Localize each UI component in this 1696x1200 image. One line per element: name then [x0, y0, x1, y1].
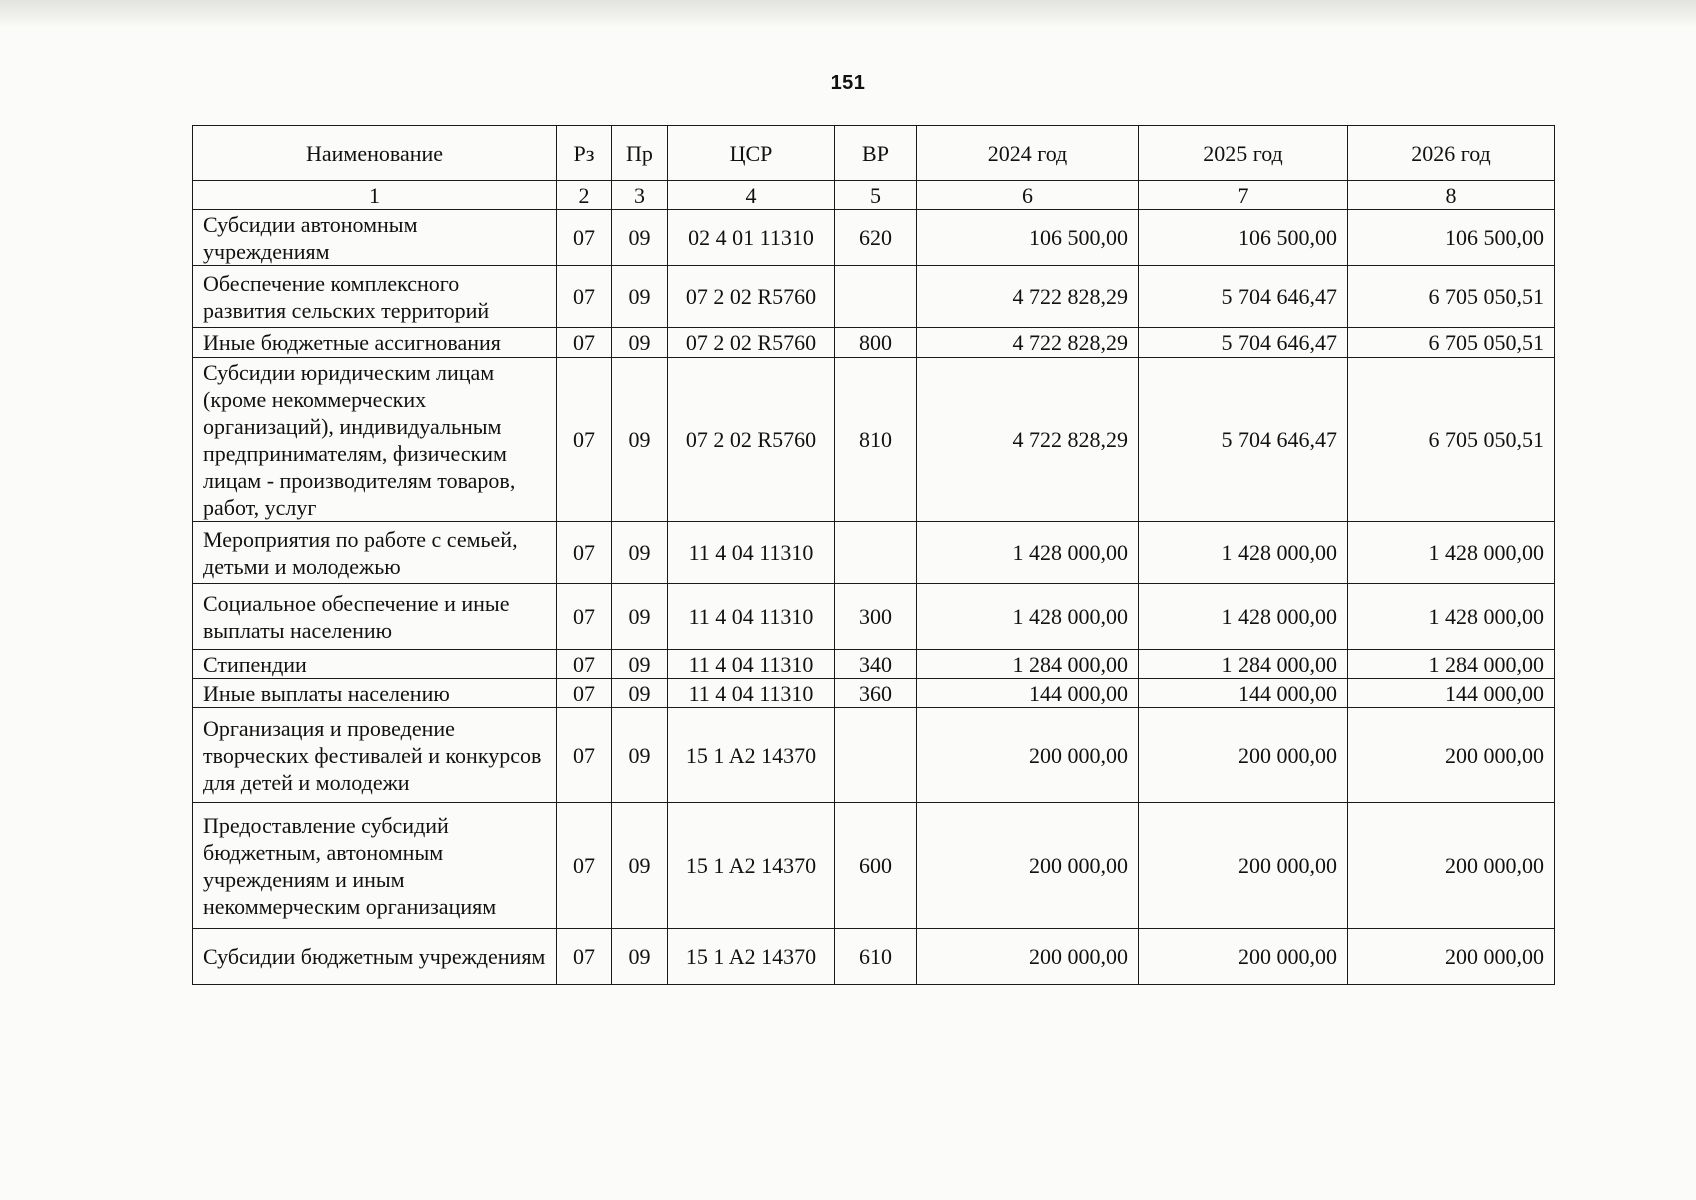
- cell-name: Мероприятия по работе с семьей, детьми и молодежью: [193, 522, 557, 584]
- cell-2024: 200 000,00: [917, 803, 1139, 929]
- header-2025: 2025 год: [1139, 126, 1348, 181]
- cell-2024: 1 428 000,00: [917, 584, 1139, 650]
- cell-2026: 144 000,00: [1348, 679, 1555, 708]
- column-number-row: [193, 181, 1555, 210]
- cell-csr: 15 1 A2 14370: [668, 929, 835, 985]
- cell-rz: 07: [557, 522, 612, 584]
- cell-rz: 07: [557, 708, 612, 803]
- cell-2026: 1 428 000,00: [1348, 522, 1555, 584]
- cell-name: Предоставление субсидий бюджетным, автономным учреждениям и иным некоммерческим организациям: [193, 803, 557, 929]
- cell-pr: 09: [612, 328, 668, 358]
- cell-vr: [835, 708, 917, 803]
- cell-rz: 07: [557, 679, 612, 708]
- header-pr: Пр: [612, 126, 668, 181]
- cell-name: Стипендии: [193, 650, 557, 679]
- cell-vr: 620: [835, 210, 917, 266]
- header-name: Наименование: [193, 126, 557, 181]
- header-row: [193, 126, 1555, 181]
- cell-rz: 07: [557, 210, 612, 266]
- cell-csr: 11 4 04 11310: [668, 679, 835, 708]
- cell-rz: 07: [557, 929, 612, 985]
- cell-pr: 09: [612, 358, 668, 522]
- page-number: 151: [830, 72, 866, 94]
- cell-vr: 800: [835, 328, 917, 358]
- cell-2026: 1 284 000,00: [1348, 650, 1555, 679]
- cell-pr: 09: [612, 522, 668, 584]
- column-number: 5: [835, 181, 917, 210]
- cell-pr: 09: [612, 679, 668, 708]
- cell-name: Социальное обеспечение и иные выплаты населению: [193, 584, 557, 650]
- cell-2025: 5 704 646,47: [1139, 328, 1348, 358]
- table-row: [193, 929, 1555, 985]
- cell-2024: 200 000,00: [917, 708, 1139, 803]
- cell-pr: 09: [612, 650, 668, 679]
- cell-vr: 610: [835, 929, 917, 985]
- table-row: [193, 328, 1555, 358]
- cell-name: Субсидии автономным учреждениям: [193, 210, 557, 266]
- cell-2025: 1 284 000,00: [1139, 650, 1348, 679]
- cell-vr: 300: [835, 584, 917, 650]
- header-2024: 2024 год: [917, 126, 1139, 181]
- column-number: 3: [612, 181, 668, 210]
- cell-pr: 09: [612, 266, 668, 328]
- cell-2026: 6 705 050,51: [1348, 328, 1555, 358]
- cell-csr: 07 2 02 R5760: [668, 328, 835, 358]
- budget-table: [192, 125, 1555, 985]
- table-row: [193, 358, 1555, 522]
- cell-2024: 200 000,00: [917, 929, 1139, 985]
- cell-pr: 09: [612, 929, 668, 985]
- cell-name: Субсидии бюджетным учреждениям: [193, 929, 557, 985]
- cell-pr: 09: [612, 584, 668, 650]
- cell-vr: 810: [835, 358, 917, 522]
- column-number: 8: [1348, 181, 1555, 210]
- column-number: 6: [917, 181, 1139, 210]
- cell-rz: 07: [557, 584, 612, 650]
- cell-rz: 07: [557, 650, 612, 679]
- cell-csr: 11 4 04 11310: [668, 584, 835, 650]
- table-row: [193, 679, 1555, 708]
- cell-2025: 144 000,00: [1139, 679, 1348, 708]
- header-rz: Рз: [557, 126, 612, 181]
- cell-2024: 4 722 828,29: [917, 328, 1139, 358]
- cell-name: Иные бюджетные ассигнования: [193, 328, 557, 358]
- table-row: [193, 522, 1555, 584]
- cell-2025: 200 000,00: [1139, 708, 1348, 803]
- cell-pr: 09: [612, 210, 668, 266]
- cell-2025: 1 428 000,00: [1139, 522, 1348, 584]
- cell-2025: 1 428 000,00: [1139, 584, 1348, 650]
- cell-2024: 1 428 000,00: [917, 522, 1139, 584]
- cell-2025: 200 000,00: [1139, 803, 1348, 929]
- cell-csr: 11 4 04 11310: [668, 650, 835, 679]
- cell-2025: 200 000,00: [1139, 929, 1348, 985]
- cell-2026: 200 000,00: [1348, 929, 1555, 985]
- scan-top-edge: [0, 0, 1696, 28]
- cell-2024: 1 284 000,00: [917, 650, 1139, 679]
- cell-name: Организация и проведение творческих фестивалей и конкурсов для детей и молодежи: [193, 708, 557, 803]
- cell-csr: 07 2 02 R5760: [668, 266, 835, 328]
- cell-rz: 07: [557, 803, 612, 929]
- header-vr: ВР: [835, 126, 917, 181]
- cell-2024: 4 722 828,29: [917, 358, 1139, 522]
- cell-2026: 106 500,00: [1348, 210, 1555, 266]
- cell-2025: 106 500,00: [1139, 210, 1348, 266]
- cell-name: Иные выплаты населению: [193, 679, 557, 708]
- cell-2024: 106 500,00: [917, 210, 1139, 266]
- cell-2026: 1 428 000,00: [1348, 584, 1555, 650]
- header-2026: 2026 год: [1348, 126, 1555, 181]
- cell-name: Субсидии юридическим лицам (кроме некоммерческих организаций), индивидуальным предпринимателям, физическим лицам - производителям товаров, работ, услуг: [193, 358, 557, 522]
- column-number: 1: [193, 181, 557, 210]
- table-row: [193, 708, 1555, 803]
- cell-vr: 340: [835, 650, 917, 679]
- table-row: [193, 584, 1555, 650]
- cell-vr: 360: [835, 679, 917, 708]
- column-number: 4: [668, 181, 835, 210]
- cell-pr: 09: [612, 708, 668, 803]
- cell-csr: 15 1 A2 14370: [668, 708, 835, 803]
- table-row: [193, 266, 1555, 328]
- column-number: 7: [1139, 181, 1348, 210]
- cell-csr: 07 2 02 R5760: [668, 358, 835, 522]
- cell-rz: 07: [557, 328, 612, 358]
- cell-rz: 07: [557, 358, 612, 522]
- cell-csr: 15 1 A2 14370: [668, 803, 835, 929]
- header-csr: ЦСР: [668, 126, 835, 181]
- cell-2024: 4 722 828,29: [917, 266, 1139, 328]
- cell-rz: 07: [557, 266, 612, 328]
- cell-csr: 02 4 01 11310: [668, 210, 835, 266]
- cell-2024: 144 000,00: [917, 679, 1139, 708]
- table-row: [193, 650, 1555, 679]
- cell-2026: 6 705 050,51: [1348, 266, 1555, 328]
- cell-2026: 200 000,00: [1348, 708, 1555, 803]
- table-row: [193, 210, 1555, 266]
- cell-2026: 6 705 050,51: [1348, 358, 1555, 522]
- cell-vr: [835, 266, 917, 328]
- cell-vr: [835, 522, 917, 584]
- cell-2025: 5 704 646,47: [1139, 266, 1348, 328]
- cell-csr: 11 4 04 11310: [668, 522, 835, 584]
- cell-2026: 200 000,00: [1348, 803, 1555, 929]
- cell-vr: 600: [835, 803, 917, 929]
- column-number: 2: [557, 181, 612, 210]
- cell-2025: 5 704 646,47: [1139, 358, 1348, 522]
- cell-name: Обеспечение комплексного развития сельских территорий: [193, 266, 557, 328]
- cell-pr: 09: [612, 803, 668, 929]
- table-row: [193, 803, 1555, 929]
